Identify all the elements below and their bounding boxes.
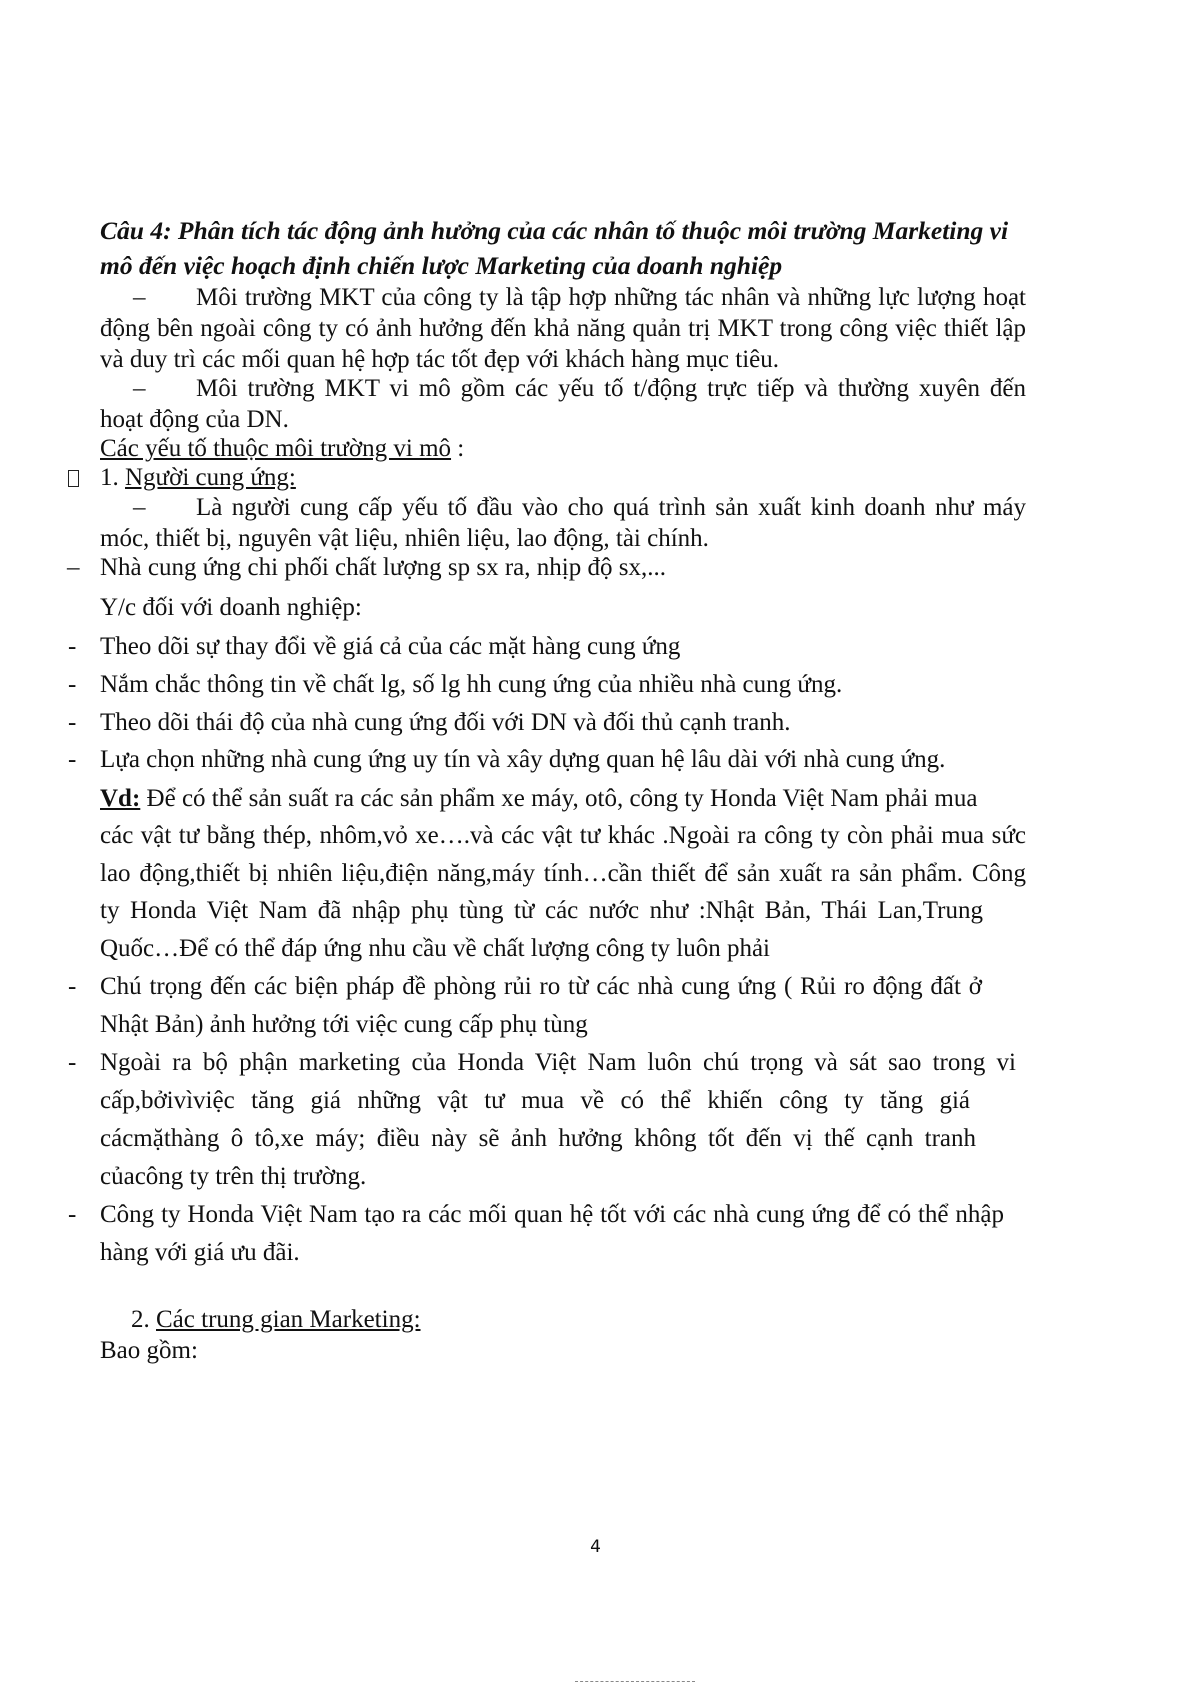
question-title-line-2: mô đến việc hoạch định chiến lược Marketing của doanh nghiệp bbox=[100, 251, 783, 280]
intro-bullet-1-line-1: Môi trường MKT của công ty là tập hợp những tác nhân và những lực lượng hoạt bbox=[196, 284, 1026, 311]
checkbox-bullet-icon bbox=[68, 470, 79, 487]
bullet-dash: - bbox=[68, 709, 77, 736]
intro-bullet-1-line-2: động bên ngoài công ty có ảnh hưởng đến khả năng quản trị MKT trong công việc thiết lập bbox=[100, 315, 1026, 342]
intro-bullet-1-line-3: và duy trì các mối quan hệ hợp tác tốt đẹp với khách hàng mục tiêu. bbox=[100, 346, 780, 373]
example-line-5: Quốc…Để có thể đáp ứng nhu cầu về chất lượng công ty luôn phải bbox=[100, 935, 771, 962]
point-3-line-2: hàng với giá ưu đãi. bbox=[100, 1239, 300, 1266]
point-2-line-2: cấp,bởivìviệc tăng giá những vật tư mua về có thể khiến công ty tăng giá bbox=[100, 1087, 970, 1114]
section-2-heading: 2. Các trung gian Marketing: bbox=[131, 1306, 421, 1333]
point-2-line-4: củacông ty trên thị trường. bbox=[100, 1163, 367, 1190]
supplier-definition-line-2: móc, thiết bị, nguyên vật liệu, nhiên liệu, lao động, tài chính. bbox=[100, 525, 709, 552]
example-label: Vd: bbox=[100, 785, 141, 812]
requirement-item: Theo dõi thái độ của nhà cung ứng đối với DN và đối thủ cạnh tranh. bbox=[100, 709, 791, 736]
page-number: 4 bbox=[590, 1537, 601, 1557]
bullet-dash: - bbox=[68, 633, 77, 660]
example-line-4: ty Honda Việt Nam đã nhập phụ tùng từ các nước như :Nhật Bản, Thái Lan,Trung bbox=[100, 897, 983, 924]
section-2-body: Bao gồm: bbox=[100, 1337, 198, 1364]
intro-bullet-2-line-2: hoạt động của DN. bbox=[100, 406, 289, 433]
question-title-line-1: Câu 4: Phân tích tác động ảnh hưởng của các nhân tố thuộc môi trường Marketing vi bbox=[100, 216, 1009, 245]
example-line-3: lao động,thiết bị nhiên liệu,điện năng,máy tính…cần thiết để sản xuất ra sản phẩm. Công bbox=[100, 860, 1026, 887]
bullet-dash: - bbox=[68, 1049, 77, 1076]
bullet-dash: - bbox=[68, 746, 77, 773]
bullet-dash: – bbox=[133, 494, 146, 521]
bullet-dash: - bbox=[68, 1201, 77, 1228]
point-3-line-1: Công ty Honda Việt Nam tạo ra các mối quan hệ tốt với các nhà cung ứng để có thể nhập bbox=[100, 1201, 1004, 1228]
point-2-line-1: Ngoài ra bộ phận marketing của Honda Việt Nam luôn chú trọng và sát sao trong vi bbox=[100, 1049, 1016, 1076]
page-bottom-rule bbox=[575, 1681, 695, 1682]
factors-heading: Các yếu tố thuộc môi trường vi mô : bbox=[100, 435, 465, 462]
point-1-line-1: Chú trọng đến các biện pháp đề phòng rủi ro từ các nhà cung ứng ( Rủi ro động đất ở bbox=[100, 973, 982, 1000]
supplier-influence: Nhà cung ứng chi phối chất lượng sp sx ra, nhịp độ sx,... bbox=[100, 554, 666, 581]
example-line-1: Vd: Để có thể sản suất ra các sản phẩm xe máy, otô, công ty Honda Việt Nam phải mua bbox=[100, 785, 978, 812]
section-1-heading: 1. Người cung ứng: bbox=[100, 464, 296, 491]
bullet-dash: – bbox=[67, 554, 80, 581]
point-1-line-2: Nhật Bản) ảnh hưởng tới việc cung cấp phụ tùng bbox=[100, 1011, 588, 1038]
requirement-item: Lựa chọn những nhà cung ứng uy tín và xây dựng quan hệ lâu dài với nhà cung ứng. bbox=[100, 746, 946, 773]
example-line-2: các vật tư bằng thép, nhôm,vỏ xe….và các vật tư khác .Ngoài ra công ty còn phải mua sức bbox=[100, 822, 1026, 849]
supplier-definition-line-1: Là người cung cấp yếu tố đầu vào cho quá trình sản xuất kinh doanh như máy bbox=[196, 494, 1026, 521]
bullet-dash: – bbox=[133, 375, 146, 402]
bullet-dash: – bbox=[133, 284, 146, 311]
intro-bullet-2-line-1: Môi trường MKT vi mô gồm các yếu tố t/động trực tiếp và thường xuyên đến bbox=[196, 375, 1026, 402]
requirement-item: Nắm chắc thông tin về chất lg, số lg hh cung ứng của nhiều nhà cung ứng. bbox=[100, 671, 843, 698]
requirements-label: Y/c đối với doanh nghiệp: bbox=[100, 594, 362, 621]
bullet-dash: - bbox=[68, 671, 77, 698]
point-2-line-3: cácmặthàng ô tô,xe máy; điều này sẽ ảnh hưởng không tốt đến vị thế cạnh tranh bbox=[100, 1125, 976, 1152]
bullet-dash: - bbox=[68, 973, 77, 1000]
requirement-item: Theo dõi sự thay đổi về giá cả của các mặt hàng cung ứng bbox=[100, 633, 681, 660]
